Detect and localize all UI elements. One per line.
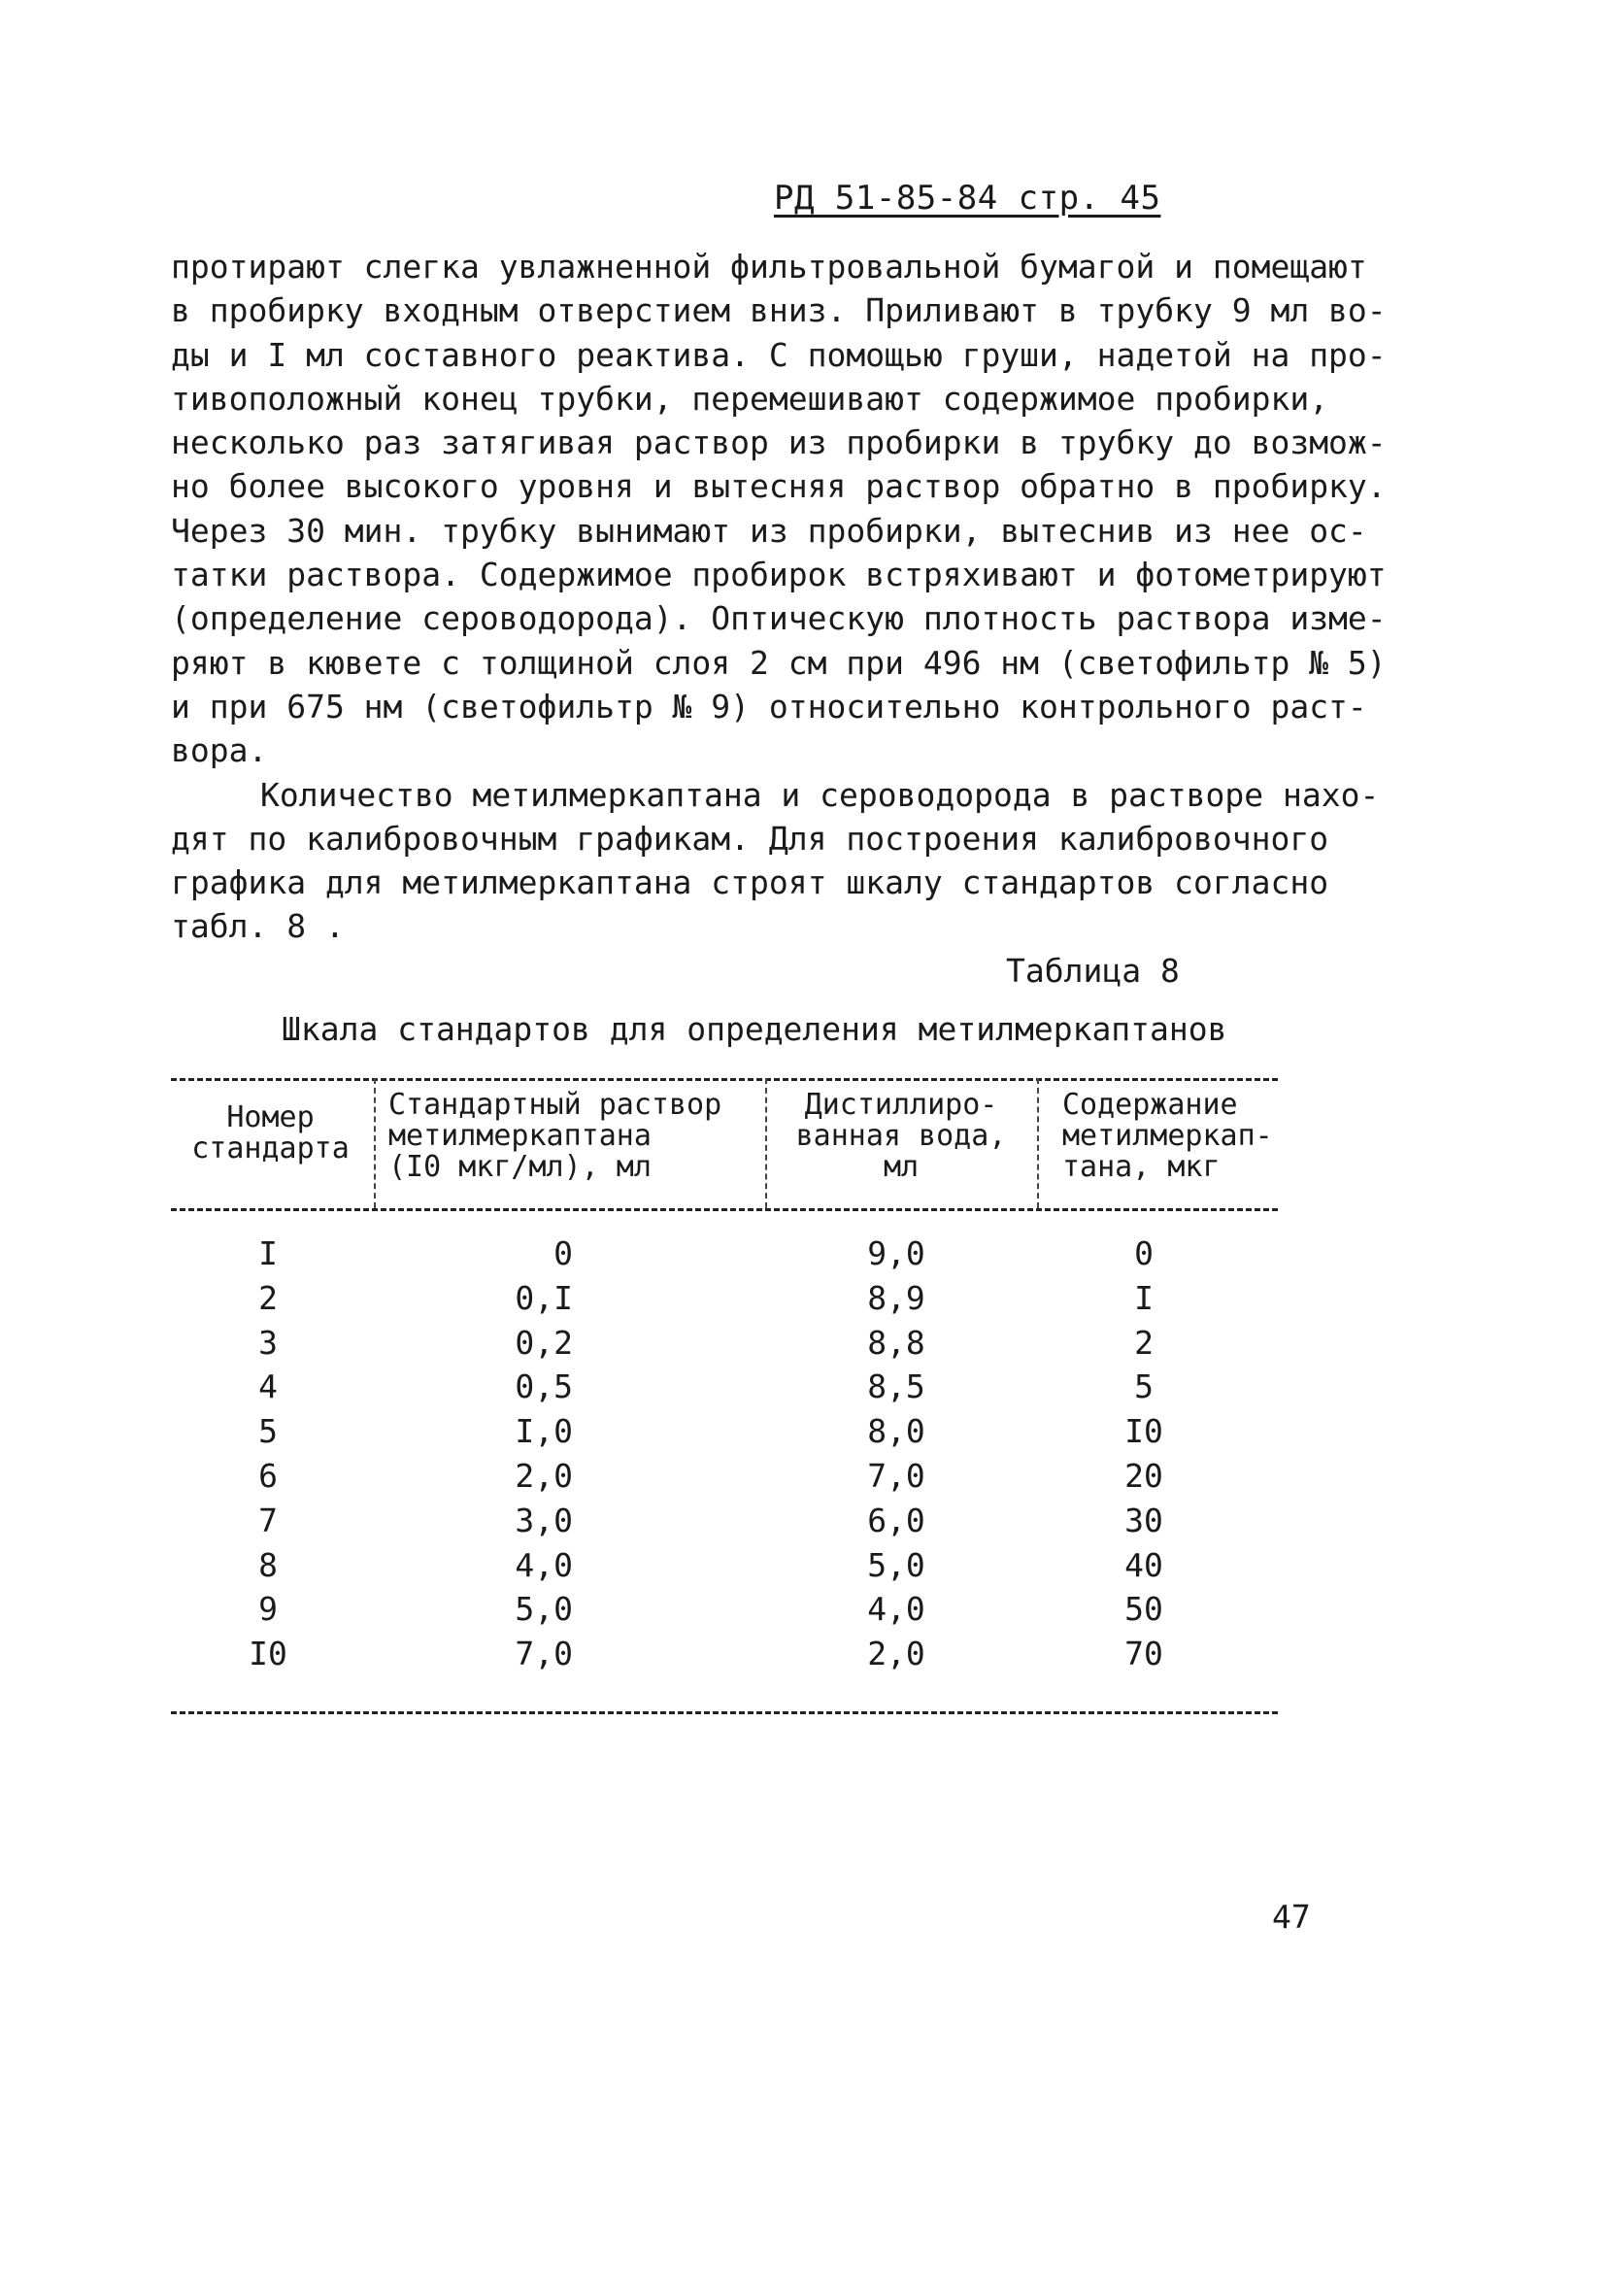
table-cell: I,0 [515,1412,573,1451]
text-line: ды и I мл составного реактива. С помощью груши, надетой на про- [171,335,1387,374]
table-cell: I [1134,1278,1154,1317]
text-line: вора. [171,731,268,770]
table-cell: 0 [1134,1234,1154,1272]
column-divider [1037,1078,1039,1208]
header-number: Номер стандарта [191,1100,350,1165]
table-cell: 0,2 [515,1323,573,1362]
table-cell: 6 [258,1456,278,1495]
table-cell: 0,5 [515,1367,573,1406]
column-content [1105,1232,1183,1676]
table-cell: 5,0 [515,1590,573,1629]
table-cell: 40 [1124,1545,1163,1584]
table-cell: 2,0 [515,1456,573,1495]
header-distilled-water: Дистиллиро- ванная вода, мл [795,1088,1007,1184]
column-number [229,1232,307,1676]
table-cell: 8,0 [867,1412,925,1451]
column-standard-solution [505,1232,573,1676]
text-line: в пробирку входным отверстием вниз. Приливают в трубку 9 мл во- [171,291,1387,330]
text-line: табл. 8 . [171,907,345,946]
text-line: Через 30 мин. трубку вынимают из пробирки, вытеснив из нее ос- [171,511,1367,550]
table-cell: 0 [553,1234,573,1272]
table-top-rule [171,1078,1278,1081]
table-header-rule [171,1208,1278,1211]
text-line: тивоположный конец трубки, перемешивают содержимое пробирки, [171,379,1329,418]
table-cell: 50 [1124,1590,1163,1629]
table-cell: 30 [1124,1501,1163,1539]
table-cell: 6,0 [867,1501,925,1539]
text-line: дят по калибровочным графикам. Для построения калибровочного [171,819,1329,858]
table-cell: 3 [258,1323,278,1362]
text-line: татки раствора. Содержимое пробирок встряхивают и фотометрируют [171,556,1387,594]
table-cell: 5 [258,1412,278,1451]
document-reference-header: РД 51-85-84 стр. 45 [774,179,1161,218]
header-content: Содержание метилмеркап- тана, мкг [1062,1088,1273,1184]
table-cell: 8,5 [867,1367,925,1406]
table-cell: I0 [249,1635,287,1673]
table-cell: 9 [258,1590,278,1629]
table-cell: I0 [1124,1412,1163,1451]
column-divider [374,1078,376,1208]
table-title: Шкала стандартов для определения метилмеркаптанов [282,1010,1227,1048]
table-cell: 3,0 [515,1501,573,1539]
body-paragraph [171,245,1387,949]
table-cell: 2,0 [867,1635,925,1673]
table-cell: 8,9 [867,1278,925,1317]
text-line: и при 675 нм (светофильтр № 9) относительно контрольного раст- [171,687,1367,726]
table-label: Таблица 8 [1006,952,1180,990]
table-cell: 5 [1134,1367,1154,1406]
table-cell: 4,0 [867,1590,925,1629]
table-cell: 4,0 [515,1545,573,1584]
table-cell: I [258,1234,278,1272]
text-line: (определение сероводорода). Оптическую плотность раствора изме- [171,599,1387,638]
header-standard-solution: Стандартный раствор метилмеркаптана (I0 мкг/мл), мл [388,1088,722,1184]
table-cell: 7 [258,1501,278,1539]
table-cell: 4 [258,1367,278,1406]
text-line: но более высокого уровня и вытесняя раствор обратно в пробирку. [171,467,1387,506]
table-cell: 20 [1124,1456,1163,1495]
table-cell: 0,I [515,1278,573,1317]
table-cell: 9,0 [867,1234,925,1272]
page-number: 47 [1272,1898,1311,1936]
table-bottom-rule [171,1711,1278,1714]
table-cell: 7,0 [867,1456,925,1495]
table-cell: 7,0 [515,1635,573,1673]
table-cell: 2 [258,1278,278,1317]
table-cell: 5,0 [867,1545,925,1584]
text-line: протирают слегка увлажненной фильтровальной бумагой и помещают [171,248,1367,286]
table-cell: 70 [1124,1635,1163,1673]
text-line: графика для метилмеркаптана строят шкалу стандартов согласно [171,863,1329,902]
table-cell: 8,8 [867,1323,925,1362]
text-line: ряют в кювете с толщиной слоя 2 см при 496 нм (светофильтр № 5) [171,643,1387,682]
text-line: несколько раз затягивая раствор из пробирки в трубку до возмож- [171,423,1387,462]
table-cell: 8 [258,1545,278,1584]
column-divider [765,1078,767,1208]
column-distilled-water [853,1232,940,1676]
table-cell: 2 [1134,1323,1154,1362]
text-line: Количество метилмеркаптана и сероводорода в растворе нахо- [260,775,1380,814]
